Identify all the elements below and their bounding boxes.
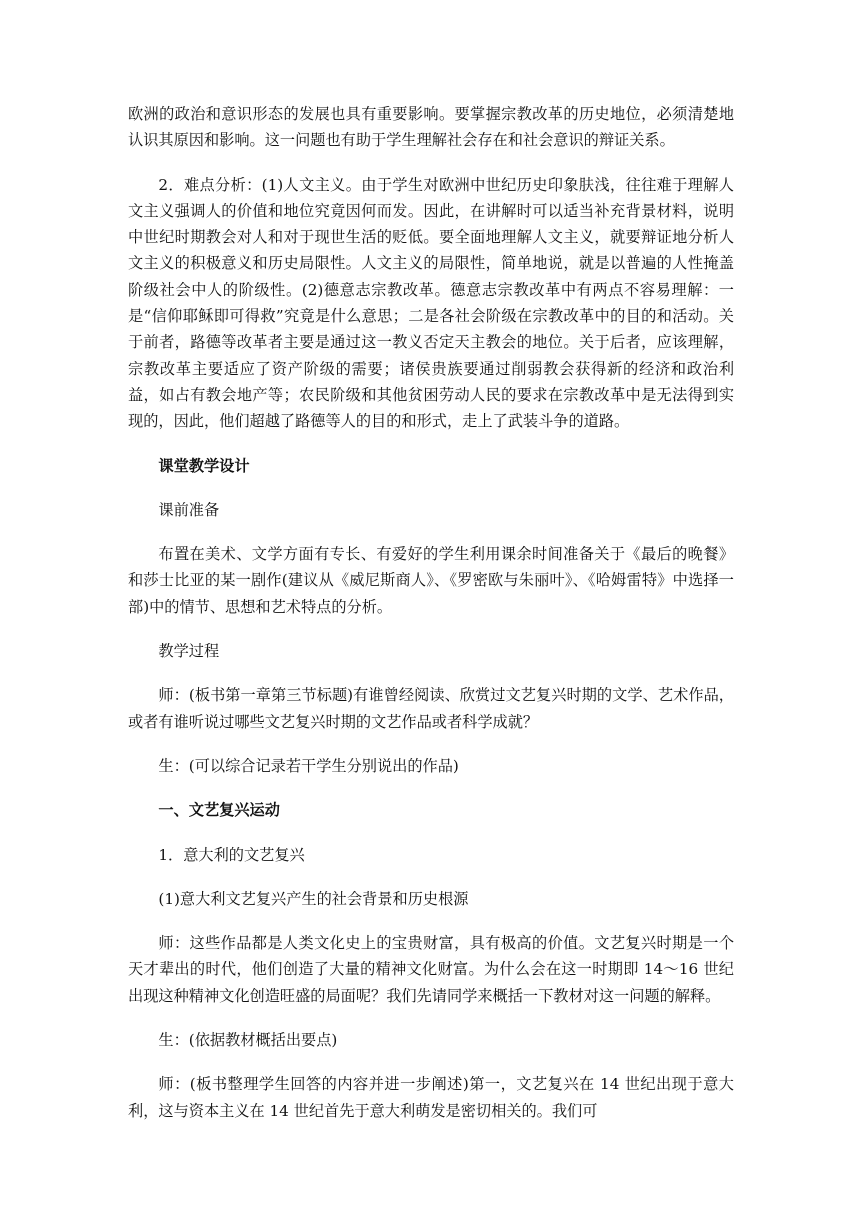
paragraph-teacher-explanation: 师：这些作品都是人类文化史上的宝贵财富，具有极高的价值。文艺复兴时期是一个天才辈出的时代，他们创造了大量的精神文化财富。为什么会在这一时期即 14～16 世纪出现这种精神文化创造旺盛的局面呢？我们先请同学来概括一下教材对这一问题的解释。 [128, 934, 734, 1005]
subheading-italian-renaissance: 1．意大利的文艺复兴 [158, 845, 305, 864]
paragraph-preparation: 布置在美术、文学方面有专长、有爱好的学生利用课余时间准备关于《最后的晚餐》和莎士比亚的某一剧作(建议从《威尼斯商人》、《罗密欧与朱丽叶》、《哈姆雷特》中选择一部)中的情节、思想和艺术特点的分析。 [128, 545, 734, 616]
paragraph-difficulty-analysis: 2．难点分析：(1)人文主义。由于学生对欧洲中世纪历史印象肤浅，往往难于理解人文主义强调人的价值和地位究竟因何而发。因此，在讲解时可以适当补充背景材料，说明中世纪时期教会对人和对于现世生活的贬低。要全面地理解人文主义，就要辩证地分析人文主义的积极意义和历史局限性。人文主义的局限性，简单地说，就是以普遍的人性掩盖阶级社会中人的阶级性。(2)德意志宗教改革。德意志宗教改革中有两点不容易理解：一是“信仰耶稣即可得救”究竟是什么意思；二是各社会阶级在宗教改革中的目的和活动。关于前者，路德等改革者主要是通过这一教义否定天主教会的地位。关于后者，应该理解，宗教改革主要适应了资产阶级的需要；诸侯贵族要通过削弱教会获得新的经济和政治利益，如占有教会地产等；农民阶级和其他贫困劳动人民的要求在宗教改革中是无法得到实现的，因此，他们超越了路德等人的目的和形式，走上了武装斗争的道路。 [128, 175, 734, 431]
paragraph-teacher-blackboard: 师：(板书整理学生回答的内容并进一步阐述)第一，文艺复兴在 14 世纪出现于意大利，这与资本主义在 14 世纪首先于意大利萌发是密切相关的。我们可 [128, 1075, 734, 1120]
document-body [128, 101, 734, 1142]
paragraph-student-answer: 生：(可以综合记录若干学生分别说出的作品) [158, 756, 459, 775]
paragraph-student-summary: 生：(依据教材概括出要点) [158, 1031, 338, 1050]
section-heading-renaissance: 一、文艺复兴运动 [158, 801, 280, 820]
paragraph-continuation: 欧洲的政治和意识形态的发展也具有重要影响。要掌握宗教改革的历史地位，必须清楚地认识其原因和影响。这一问题也有助于学生理解社会存在和社会意识的辩证关系。 [128, 105, 734, 150]
subheading-background: (1)意大利文艺复兴产生的社会背景和历史根源 [158, 889, 469, 908]
paragraph-teacher-question: 师：(板书第一章第三节标题)有谁曾经阅读、欣赏过文艺复兴时期的文学、艺术作品，或者有谁听说过哪些文艺复兴时期的文艺作品或者科学成就？ [128, 686, 734, 731]
subheading-teaching-process: 教学过程 [158, 642, 220, 661]
subheading-preparation: 课前准备 [158, 500, 220, 519]
section-heading-classroom-design: 课堂教学设计 [158, 456, 250, 475]
